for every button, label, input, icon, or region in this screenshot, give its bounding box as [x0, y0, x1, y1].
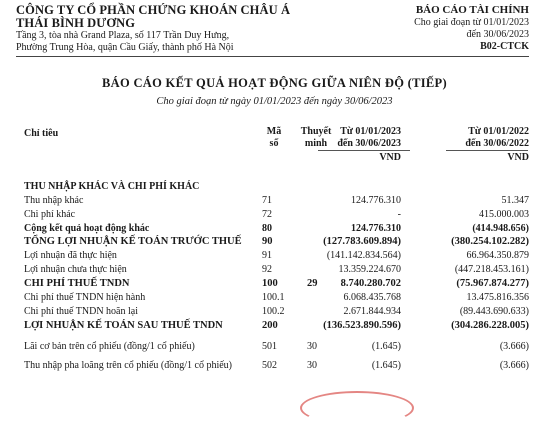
col-header-current-line2: đến 30/06/2023 — [337, 138, 401, 149]
col-header-note-line1: Thuyết — [300, 126, 332, 137]
row-previous-value: (75.967.874.277) — [456, 278, 529, 289]
report-info-block — [414, 4, 529, 53]
row-code: 100.1 — [262, 292, 285, 303]
current-header-underline — [318, 150, 410, 151]
row-code: 502 — [262, 360, 277, 371]
row-code: 71 — [262, 195, 272, 206]
row-current-value: (141.142.834.564) — [326, 250, 401, 261]
row-code: 92 — [262, 264, 272, 275]
table-row — [0, 209, 549, 220]
company-address-line2: Phường Trung Hòa, quận Cầu Giấy, thành phố Hà Nội — [16, 42, 234, 53]
row-current-value: 124.776.310 — [351, 223, 401, 234]
col-header-label: Chỉ tiêu — [24, 128, 59, 139]
period-line1: Cho giai đoạn từ 01/01/2023 — [414, 17, 529, 28]
col-header-code-line1: Mã — [266, 126, 282, 137]
table-row — [0, 341, 549, 352]
row-note: 29 — [307, 278, 318, 289]
row-code: 200 — [262, 320, 278, 331]
col-header-previous-unit: VND — [507, 152, 529, 163]
table-row — [0, 278, 549, 289]
header-divider — [16, 56, 529, 57]
row-current-value: 6.068.435.768 — [343, 292, 401, 303]
row-note: 30 — [307, 341, 317, 352]
row-label: THU NHẬP KHÁC VÀ CHI PHÍ KHÁC — [24, 181, 200, 192]
company-address-line1: Tầng 3, tòa nhà Grand Plaza, số 117 Trần Duy Hưng, — [16, 30, 230, 41]
table-row — [0, 236, 549, 247]
row-previous-value: (304.286.228.005) — [451, 320, 529, 331]
row-previous-value: (3.666) — [499, 360, 529, 371]
row-current-value: 13.359.224.670 — [338, 264, 401, 275]
row-label: CHI PHÍ THUẾ TNDN — [24, 278, 130, 289]
report-type: BÁO CÁO TÀI CHÍNH — [415, 4, 529, 16]
col-header-previous-line1: Từ 01/01/2022 — [468, 126, 529, 137]
row-current-value: - — [397, 209, 401, 220]
row-current-value: (136.523.890.596) — [323, 320, 401, 331]
row-code: 100 — [262, 278, 278, 289]
col-header-note — [294, 126, 338, 150]
table-row — [0, 292, 549, 303]
row-previous-value: 51.347 — [501, 195, 529, 206]
company-block — [16, 4, 346, 54]
row-current-value: (1.645) — [371, 360, 401, 371]
row-code: 72 — [262, 209, 272, 220]
previous-header-underline — [446, 150, 528, 151]
row-label: Cộng kết quả hoạt động khác — [24, 223, 150, 234]
page-subtitle: Cho giai đoạn từ ngày 01/01/2023 đến ngày 30/06/2023 — [156, 96, 393, 107]
row-previous-value: 13.475.816.356 — [466, 292, 529, 303]
col-header-previous-line2: đến 30/06/2022 — [465, 138, 529, 149]
row-previous-value: (3.666) — [499, 341, 529, 352]
col-header-current — [337, 126, 401, 164]
col-header-current-line1: Từ 01/01/2023 — [340, 126, 401, 137]
col-header-current-unit: VND — [379, 152, 401, 163]
table-row — [0, 250, 549, 261]
table-row — [0, 181, 549, 192]
row-current-value: (1.645) — [371, 341, 401, 352]
company-name-line2: THÁI BÌNH DƯƠNG — [16, 16, 136, 30]
period-line2: đến 30/06/2023 — [466, 29, 529, 40]
row-code: 100.2 — [262, 306, 285, 317]
table-row — [0, 195, 549, 206]
row-code: 80 — [262, 223, 272, 234]
stamp-edge — [300, 391, 414, 425]
row-code: 91 — [262, 250, 272, 261]
table-row — [0, 264, 549, 275]
row-previous-value: (380.254.102.282) — [451, 236, 529, 247]
col-header-note-line2: minh — [304, 138, 328, 149]
row-previous-value: (414.948.656) — [472, 223, 529, 234]
row-label: Chi phí khác — [24, 209, 76, 220]
col-header-code-line2: số — [269, 138, 279, 149]
row-note: 30 — [307, 360, 317, 371]
row-label: Thu nhập pha loãng trên cổ phiếu (đồng/1 cổ phiếu) — [24, 360, 232, 371]
row-previous-value: 415.000.003 — [479, 209, 529, 220]
row-label: Chi phí thuế TNDN hoãn lại — [24, 306, 138, 317]
row-code: 501 — [262, 341, 277, 352]
row-current-value: (127.783.609.894) — [323, 236, 401, 247]
page-title: BÁO CÁO KẾT QUẢ HOẠT ĐỘNG GIỮA NIÊN ĐỘ (TIẾP) — [102, 76, 447, 90]
row-code: 90 — [262, 236, 273, 247]
row-label: Thu nhập khác — [24, 195, 84, 206]
table-row — [0, 320, 549, 331]
row-label: Lợi nhuận chưa thực hiện — [24, 264, 127, 275]
row-previous-value: (447.218.453.161) — [454, 264, 529, 275]
row-current-value: 124.776.310 — [351, 195, 401, 206]
table-row — [0, 360, 549, 371]
row-label: Lợi nhuận đã thực hiện — [24, 250, 117, 261]
form-code: B02-CTCK — [480, 41, 529, 52]
row-label: Chi phí thuế TNDN hiện hành — [24, 292, 146, 303]
row-label: TỔNG LỢI NHUẬN KẾ TOÁN TRƯỚC THUẾ — [24, 236, 242, 247]
table-row — [0, 306, 549, 317]
row-current-value: 2.671.844.934 — [343, 306, 401, 317]
row-label: Lãi cơ bản trên cổ phiếu (đồng/1 cổ phiếu) — [24, 341, 195, 352]
table-row — [0, 223, 549, 234]
row-label: LỢI NHUẬN KẾ TOÁN SAU THUẾ TNDN — [24, 320, 223, 331]
col-header-previous — [465, 126, 529, 164]
row-previous-value: 66.964.350.879 — [466, 250, 529, 261]
row-current-value: 8.740.280.702 — [340, 278, 401, 289]
row-previous-value: (89.443.690.633) — [459, 306, 529, 317]
company-name-line1: CÔNG TY CỔ PHẦN CHỨNG KHOÁN CHÂU Á — [16, 3, 291, 17]
col-header-code — [262, 126, 286, 150]
